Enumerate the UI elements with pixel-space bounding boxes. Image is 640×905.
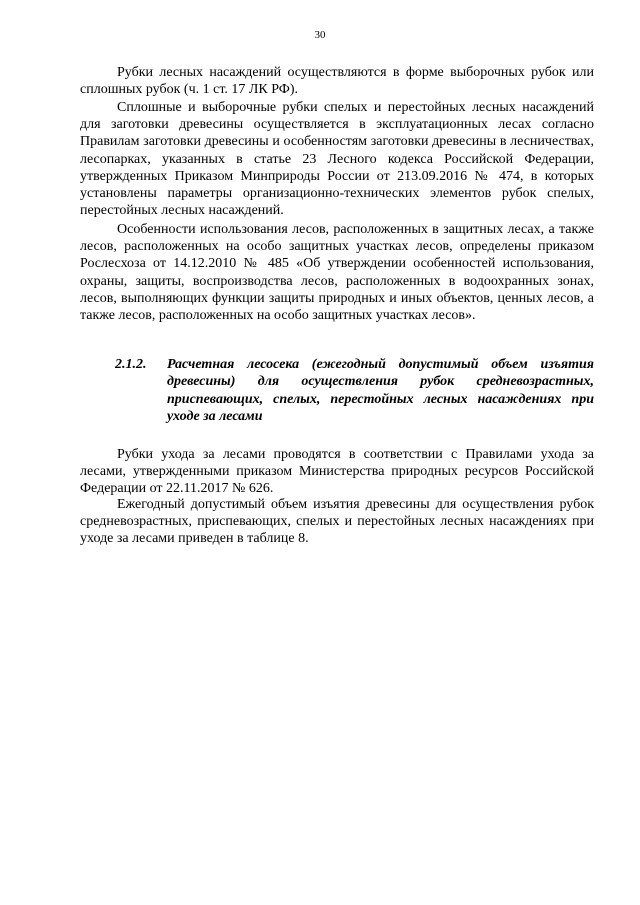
paragraph-annual-volume: Ежегодный допустимый объем изъятия древесины для осуществления рубок средневозрастных, приспевающих, спелых и перестойных лесных насаждениях при уходе за лесами приведен в таблице 8. bbox=[80, 497, 594, 547]
section-heading-number: 2.1.2. bbox=[115, 357, 147, 372]
page-number: 30 bbox=[314, 29, 326, 41]
paragraph-thinning-rules: Рубки ухода за лесами проводятся в соответствии с Правилами ухода за лесами, утвержденными приказом Министерства природных ресурсов Российской Федерации от 22.11.2017 № 626. bbox=[80, 447, 594, 497]
paragraph-protective-forests: Особенности использования лесов, расположенных в защитных лесах, а также лесов, расположенных на особо защитных участках лесов, определены приказом Рослесхоза от 14.12.2010 № 485 «Об утверждении особенностей использования, охраны, защиты, воспроизводства лесов, расположенных в водоохранных зонах, лесов, выполняющих функции защиты природных и иных объектов, ценных лесов, а также лесов, расположенных на особо защитных участках лесов». bbox=[80, 222, 594, 324]
section-heading-title: Расчетная лесосека (ежегодный допустимый объем изъятия древесины) для осуществления рубок средневозрастных, приспевающих, спелых, перестойных лесных насаждениях при уходе за лесами bbox=[167, 357, 594, 425]
section-heading bbox=[115, 356, 594, 426]
paragraph-felling-forms: Рубки лесных насаждений осуществляются в форме выборочных рубок или сплошных рубок (ч. 1 ст. 17 ЛК РФ). bbox=[80, 65, 594, 98]
paragraph-clear-selective-felling: Сплошные и выборочные рубки спелых и перестойных лесных насаждений для заготовки древесины осуществляется в эксплуатационных лесах согласно Правилам заготовки древесины и особенностям заготовки древесины в лесничествах, лесопарках, указанных в статье 23 Лесного кодекса Российской Федерации, утвержденных Приказом Минприроды России от 213.09.2016 № 474, в которых установлены параметры организационно-технических элементов рубок спелых, перестойных лесных насаждений. bbox=[80, 100, 594, 219]
